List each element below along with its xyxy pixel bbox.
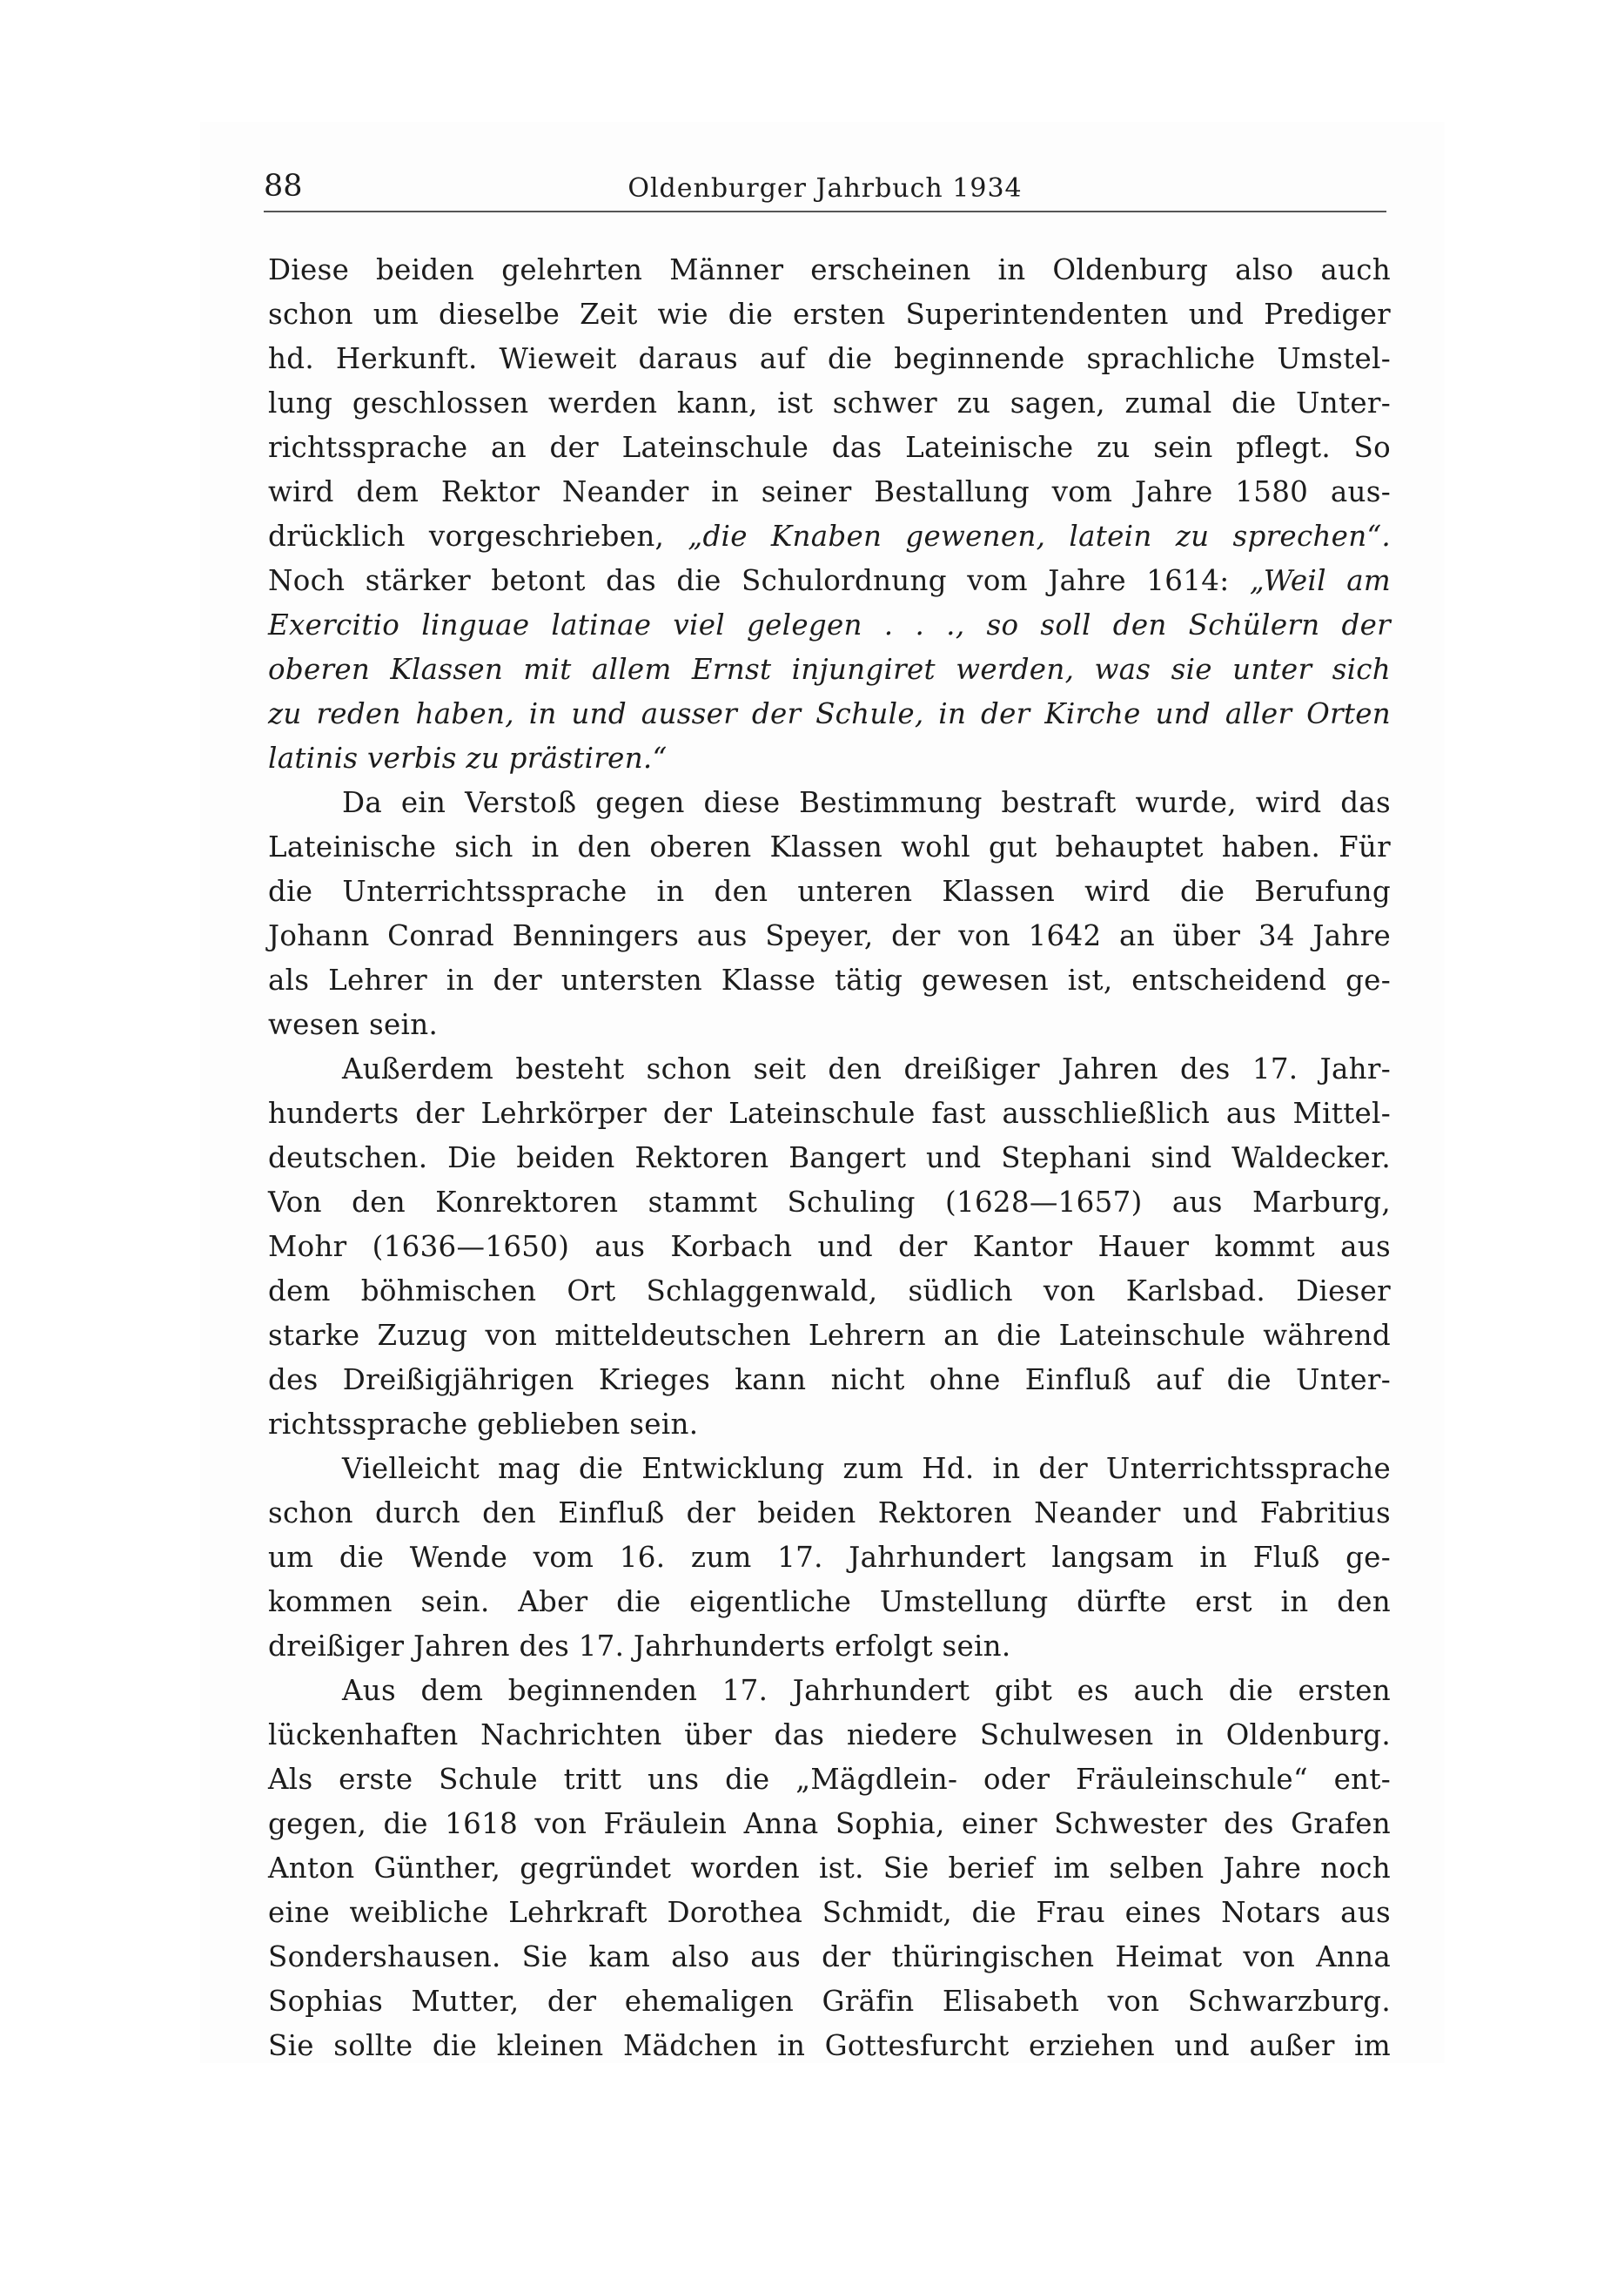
text-line [268, 1802, 1391, 1846]
page-header [264, 162, 1386, 212]
text-line [268, 470, 1391, 514]
running-title: Oldenburger Jahrbuch 1934 [627, 173, 1023, 204]
text-segment: kommen sein. Aber die eigentliche Umstellung dürfte erst in den [268, 1585, 1391, 1618]
text-line [268, 603, 1391, 648]
text-line [268, 1447, 1391, 1491]
text-segment: Sie sollte die kleinen Mädchen in Gottesfurcht erziehen und außer im [268, 2029, 1391, 2062]
text-segment: Johann Conrad Benningers aus Speyer, der von 1642 an über 34 Jahre [268, 919, 1391, 952]
italic-text: zu reden haben, in und ausser der Schule, in der Kirche und aller Orten [268, 697, 1391, 730]
text-segment: Da ein Verstoß gegen diese Bestimmung bestraft wurde, wird das [342, 786, 1391, 819]
text-segment: als Lehrer in der untersten Klasse tätig gewesen ist, entscheidend ge- [268, 964, 1391, 997]
text-segment: starke Zuzug von mitteldeutschen Lehrern an die Lateinschule während [268, 1319, 1391, 1352]
text-line [268, 559, 1391, 603]
text-segment: Sophias Mutter, der ehemaligen Gräfin Elisabeth von Schwarzburg. [268, 1985, 1391, 2018]
italic-text: oberen Klassen mit allem Ernst injungiret werden, was sie unter sich [268, 653, 1391, 686]
text-line [268, 648, 1391, 692]
text-line [268, 1979, 1391, 2024]
text-line [268, 692, 1391, 736]
text-segment: Außerdem besteht schon seit den dreißiger Jahren des 17. Jahr- [342, 1052, 1391, 1086]
text-segment: Diese beiden gelehrten Männer erscheinen in Oldenburg also auch [268, 253, 1391, 286]
text-segment: Sondershausen. Sie kam also aus der thüringischen Heimat von Anna [268, 1940, 1391, 1973]
text-segment: des Dreißigjährigen Krieges kann nicht ohne Einfluß auf die Unter- [268, 1363, 1391, 1396]
text-line [268, 1491, 1391, 1536]
text-line [268, 958, 1391, 1003]
text-line [268, 426, 1391, 470]
text-line [268, 292, 1391, 337]
text-segment: um die Wende vom 16. zum 17. Jahrhundert langsam in Fluß ge- [268, 1541, 1391, 1574]
text-line [268, 1713, 1391, 1758]
text-line [268, 781, 1391, 825]
text-segment: drücklich vorgeschrieben, [268, 520, 688, 553]
text-segment: die Unterrichtssprache in den unteren Klassen wird die Berufung [268, 875, 1391, 908]
text-segment: Vielleicht mag die Entwicklung zum Hd. in der Unterrichtssprache [342, 1452, 1391, 1485]
text-segment: lung geschlossen werden kann, ist schwer zu sagen, zumal die Unter- [268, 386, 1391, 420]
text-segment: Lateinische sich in den oberen Klassen wohl gut behauptet haben. Für [268, 830, 1391, 864]
text-line [268, 337, 1391, 381]
text-line [268, 1891, 1391, 1935]
text-line [268, 1402, 1391, 1447]
italic-text: latinis verbis zu prästiren.“ [268, 742, 668, 775]
text-segment: hd. Herkunft. Wieweit daraus auf die beginnende sprachliche Umstel- [268, 342, 1391, 375]
text-segment: schon um dieselbe Zeit wie die ersten Superintendenten und Prediger [268, 298, 1391, 331]
text-segment: richtssprache geblieben sein. [268, 1408, 699, 1441]
text-line [268, 1536, 1391, 1580]
body-text [268, 248, 1391, 2068]
text-segment: gegen, die 1618 von Fräulein Anna Sophia, einer Schwester des Grafen [268, 1807, 1391, 1840]
text-segment: wird dem Rektor Neander in seiner Bestallung vom Jahre 1580 aus- [268, 475, 1391, 508]
text-segment: Noch stärker betont das die Schulordnung vom Jahre 1614: [268, 564, 1250, 597]
text-line [268, 1092, 1391, 1136]
text-line [268, 1935, 1391, 1979]
text-line [268, 248, 1391, 292]
text-segment: Von den Konrektoren stammt Schuling (1628—1657) aus Marburg, [268, 1186, 1391, 1219]
text-segment: Aus dem beginnenden 17. Jahrhundert gibt es auch die ersten [342, 1674, 1391, 1707]
text-line [268, 1580, 1391, 1624]
text-segment: hunderts der Lehrkörper der Lateinschule fast ausschließlich aus Mittel- [268, 1097, 1391, 1130]
text-segment: richtssprache an der Lateinschule das Lateinische zu sein pflegt. So [268, 431, 1391, 464]
text-line [268, 1136, 1391, 1180]
page-number: 88 [264, 169, 303, 204]
text-line [268, 1047, 1391, 1092]
text-line [268, 1269, 1391, 1314]
italic-text: „Weil am [1249, 564, 1391, 597]
text-segment: wesen sein. [268, 1008, 439, 1041]
text-line [268, 1669, 1391, 1713]
text-line [268, 736, 1391, 781]
text-segment: dreißiger Jahren des 17. Jahrhunderts erfolgt sein. [268, 1630, 1011, 1663]
italic-text: Exercitio linguae latinae viel gelegen . . ., so soll den Schülern der [268, 608, 1391, 642]
text-segment: Anton Günther, gegründet worden ist. Sie berief im selben Jahre noch [268, 1852, 1391, 1885]
text-line [268, 1314, 1391, 1358]
text-line [268, 870, 1391, 914]
text-segment: lückenhaften Nachrichten über das niedere Schulwesen in Oldenburg. [268, 1718, 1391, 1751]
text-line [268, 1846, 1391, 1891]
text-segment: eine weibliche Lehrkraft Dorothea Schmidt, die Frau eines Notars aus [268, 1896, 1391, 1929]
text-line [268, 914, 1391, 958]
text-line [268, 1180, 1391, 1225]
italic-text: „die Knaben gewenen, latein zu sprechen“. [688, 520, 1391, 553]
text-line [268, 514, 1391, 559]
text-line [268, 1758, 1391, 1802]
text-line [268, 825, 1391, 870]
text-segment: deutschen. Die beiden Rektoren Bangert und Stephani sind Waldecker. [268, 1141, 1391, 1174]
text-line [268, 2024, 1391, 2068]
text-segment: dem böhmischen Ort Schlaggenwald, südlich von Karlsbad. Dieser [268, 1274, 1391, 1307]
text-line [268, 1624, 1391, 1669]
text-segment: Als erste Schule tritt uns die „Mägdlein- oder Fräuleinschule“ ent- [268, 1763, 1391, 1796]
text-segment: Mohr (1636—1650) aus Korbach und der Kantor Hauer kommt aus [268, 1230, 1391, 1263]
text-line [268, 381, 1391, 426]
text-line [268, 1225, 1391, 1269]
text-line [268, 1358, 1391, 1402]
text-line [268, 1003, 1391, 1047]
text-segment: schon durch den Einfluß der beiden Rektoren Neander und Fabritius [268, 1496, 1391, 1529]
